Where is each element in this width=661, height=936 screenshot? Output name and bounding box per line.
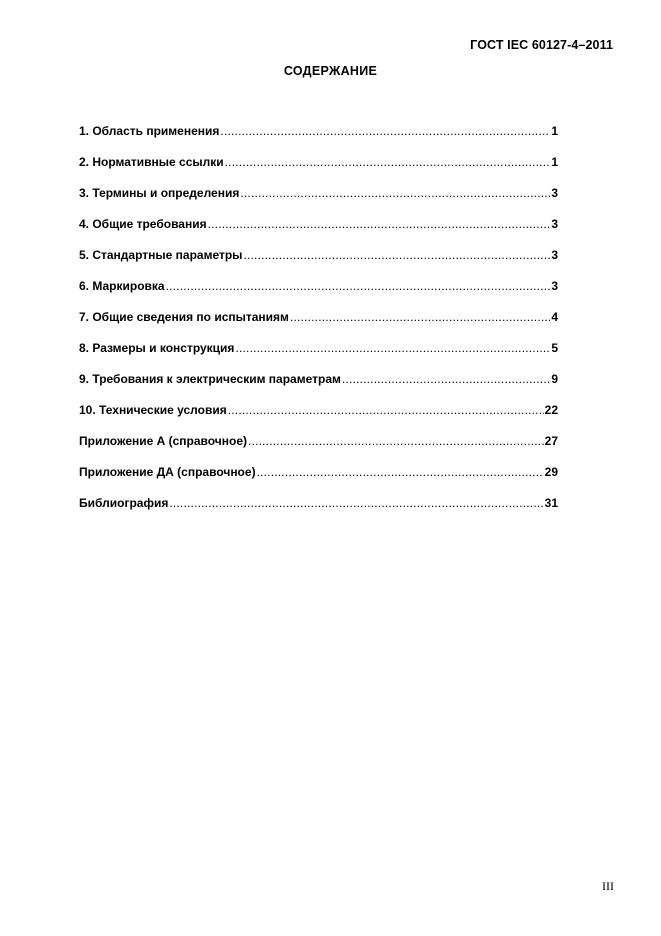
toc-entry-label: 10. Технические условия [79,403,227,417]
toc-dot-leader [169,496,543,510]
toc-entry-bibliography[interactable] [79,496,558,527]
toc-entry-terms[interactable] [79,186,558,217]
toc-entry-annex-da[interactable] [79,465,558,496]
toc-entry-general-requirements[interactable] [79,217,558,248]
toc-entry-specifications[interactable] [79,403,558,434]
toc-entry-page: 3 [551,217,558,231]
toc-entry-page: 31 [544,496,558,510]
toc-entry-label: 8. Размеры и конструкция [79,341,235,355]
toc-entry-page: 1 [551,124,558,138]
toc-dot-leader [240,186,550,200]
toc-entry-label: 1. Область применения [79,124,220,138]
toc-entry-page: 1 [551,155,558,169]
toc-entry-label: 6. Маркировка [79,279,165,293]
toc-dot-leader [235,341,550,355]
toc-entry-page: 9 [551,372,558,386]
toc-dot-leader [342,372,550,386]
toc-entry-page: 27 [544,434,558,448]
toc-dot-leader [166,279,551,293]
toc-entry-standard-ratings[interactable] [79,248,558,279]
toc-entry-annex-a[interactable] [79,434,558,465]
toc-entry-label: 7. Общие сведения по испытаниям [79,310,289,324]
toc-entry-page: 4 [551,310,558,324]
toc-entry-page: 3 [551,279,558,293]
toc-entry-label: Библиография [79,496,169,510]
toc-dot-leader [257,465,544,479]
toc-dot-leader [248,434,544,448]
toc-title: СОДЕРЖАНИЕ [283,64,378,78]
table-of-contents [79,124,558,527]
toc-dot-leader [220,124,550,138]
toc-entry-dimensions[interactable] [79,341,558,372]
toc-entry-label: 5. Стандартные параметры [79,248,243,262]
toc-entry-label: 3. Термины и определения [79,186,240,200]
toc-dot-leader [290,310,550,324]
toc-entry-electrical-requirements[interactable] [79,372,558,403]
toc-dot-leader [225,155,551,169]
toc-entry-label: 4. Общие требования [79,217,207,231]
toc-entry-label: 2. Нормативные ссылки [79,155,224,169]
toc-entry-page: 3 [551,248,558,262]
toc-dot-leader [243,248,550,262]
toc-entry-scope[interactable] [79,124,558,155]
toc-entry-tests-general[interactable] [79,310,558,341]
toc-entry-normative-references[interactable] [79,155,558,186]
toc-entry-label: Приложение А (справочное) [79,434,248,448]
toc-dot-leader [208,217,551,231]
toc-entry-page: 29 [544,465,558,479]
toc-dot-leader [228,403,544,417]
toc-entry-label: 9. Требования к электрическим параметрам [79,372,341,386]
toc-entry-label: Приложение ДА (справочное) [79,465,256,479]
toc-entry-page: 5 [551,341,558,355]
toc-entry-page: 3 [551,186,558,200]
toc-entry-marking[interactable] [79,279,558,310]
page-number: III [602,879,614,893]
document-code: ГОСТ IEC 60127-4–2011 [470,38,613,52]
toc-entry-page: 22 [544,403,558,417]
